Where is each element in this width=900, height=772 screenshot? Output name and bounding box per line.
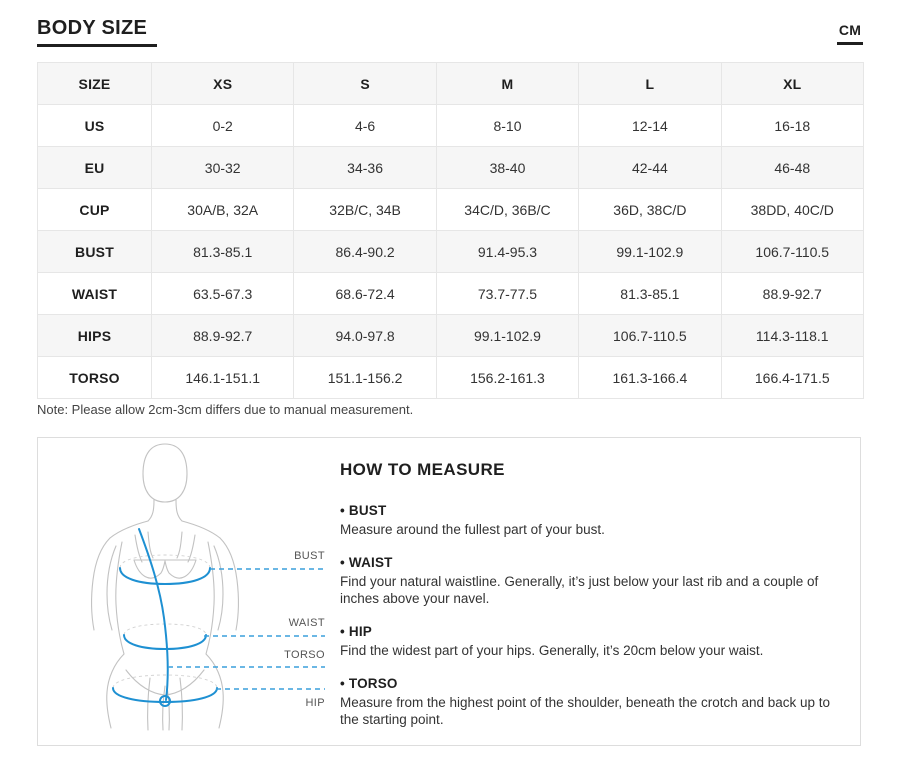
page-header (37, 16, 863, 50)
cell-us-xl: 16-18 (721, 105, 863, 147)
table-row (38, 147, 864, 189)
diagram-label-hip: HIP (305, 697, 325, 709)
measure-desc-waist: Find your natural waistline. Generally, it’s just below your last rib and a couple of inches above your navel. (340, 574, 819, 606)
measure-term-waist: • WAIST (340, 555, 393, 570)
waist-measure-line (124, 635, 206, 649)
measure-item-torso (340, 675, 848, 728)
cell-waist-s: 68.6-72.4 (294, 273, 436, 315)
body-outline-group (92, 444, 239, 730)
cell-torso-s: 151.1-156.2 (294, 357, 436, 399)
cell-cup-l: 36D, 38C/D (579, 189, 721, 231)
row-label-eu: EU (38, 147, 152, 189)
cell-waist-xl: 88.9-92.7 (721, 273, 863, 315)
table-body (38, 105, 864, 399)
table-header-row (38, 63, 864, 105)
measure-term-bust: • BUST (340, 503, 387, 518)
cell-us-m: 8-10 (436, 105, 578, 147)
arm-left-inner (107, 546, 116, 630)
cell-bust-s: 86.4-90.2 (294, 231, 436, 273)
page-title: BODY SIZE (37, 17, 148, 39)
cell-torso-m: 156.2-161.3 (436, 357, 578, 399)
cell-torso-l: 161.3-166.4 (579, 357, 721, 399)
neck-right (176, 500, 182, 521)
row-label-bust: BUST (38, 231, 152, 273)
measure-desc-torso: Measure from the highest point of the shoulder, beneath the crotch and back up to the starting point. (340, 695, 831, 727)
diagram-label-torso: TORSO (284, 649, 325, 661)
measure-item-waist (340, 554, 848, 607)
cell-hips-l: 106.7-110.5 (579, 315, 721, 357)
cell-eu-xs: 30-32 (152, 147, 294, 189)
cell-bust-m: 91.4-95.3 (436, 231, 578, 273)
cell-waist-m: 73.7-77.5 (436, 273, 578, 315)
cell-eu-s: 34-36 (294, 147, 436, 189)
row-label-hips: HIPS (38, 315, 152, 357)
table-row (38, 231, 864, 273)
diagram-label-waist: WAIST (288, 617, 325, 629)
body-diagram (38, 438, 338, 745)
brief-outline (126, 670, 204, 695)
how-to-measure-panel (37, 437, 861, 746)
column-header-m: M (436, 63, 578, 105)
measure-lines-group (113, 529, 217, 706)
leg-right-inner (180, 678, 182, 730)
measure-term-torso: • TORSO (340, 676, 398, 691)
measurement-note: Note: Please allow 2cm-3cm differs due to manual measurement. (37, 402, 414, 417)
table-head (38, 63, 864, 105)
measure-term-hip: • HIP (340, 624, 372, 639)
measure-desc-hip: Find the widest part of your hips. Generally, it’s 20cm below your waist. (340, 643, 764, 658)
arm-right-inner (214, 546, 223, 630)
crotch-line-left (163, 686, 165, 730)
shoulder-right (182, 521, 220, 538)
cell-hips-s: 94.0-97.8 (294, 315, 436, 357)
column-header-l: L (579, 63, 721, 105)
how-to-measure-title: HOW TO MEASURE (340, 460, 505, 479)
hip-right (206, 654, 223, 728)
measure-desc-bust: Measure around the fullest part of your bust. (340, 522, 605, 537)
neck-left (148, 500, 154, 521)
cell-cup-m: 34C/D, 36B/C (436, 189, 578, 231)
cell-us-xs: 0-2 (152, 105, 294, 147)
torso-left (116, 542, 124, 654)
row-label-cup: CUP (38, 189, 152, 231)
body-diagram-svg (38, 438, 338, 745)
cell-bust-xl: 106.7-110.5 (721, 231, 863, 273)
table-row (38, 105, 864, 147)
cell-waist-l: 81.3-85.1 (579, 273, 721, 315)
cell-hips-xl: 114.3-118.1 (721, 315, 863, 357)
torso-measure-line (139, 529, 168, 700)
hip-left (107, 654, 124, 728)
column-header-xs: XS (152, 63, 294, 105)
cell-us-l: 12-14 (579, 105, 721, 147)
cell-us-s: 4-6 (294, 105, 436, 147)
unit-toggle[interactable] (837, 22, 863, 45)
cell-bust-l: 99.1-102.9 (579, 231, 721, 273)
head-outline (143, 444, 187, 502)
cell-bust-xs: 81.3-85.1 (152, 231, 294, 273)
table-row (38, 357, 864, 399)
cell-hips-m: 99.1-102.9 (436, 315, 578, 357)
cell-eu-m: 38-40 (436, 147, 578, 189)
measure-item-hip (340, 623, 848, 659)
bust-measure-line (120, 568, 210, 584)
cell-cup-xs: 30A/B, 32A (152, 189, 294, 231)
cell-cup-xl: 38DD, 40C/D (721, 189, 863, 231)
cell-hips-xs: 88.9-92.7 (152, 315, 294, 357)
strap-right-inner (177, 532, 182, 558)
torso-right (206, 542, 214, 654)
body-size-table (37, 62, 864, 399)
cell-torso-xl: 166.4-171.5 (721, 357, 863, 399)
measure-item-bust (340, 502, 848, 538)
title-underline (37, 44, 157, 47)
cell-torso-xs: 146.1-151.1 (152, 357, 294, 399)
leader-lines-group (168, 569, 325, 689)
cell-eu-l: 42-44 (579, 147, 721, 189)
how-to-measure-content (340, 460, 848, 728)
cell-eu-xl: 46-48 (721, 147, 863, 189)
row-label-torso: TORSO (38, 357, 152, 399)
bust-cup-right (165, 560, 196, 578)
diagram-label-bust: BUST (294, 550, 325, 562)
column-header-size: SIZE (38, 63, 152, 105)
leg-left-inner (148, 678, 150, 730)
table-row (38, 189, 864, 231)
bust-cup-left (134, 560, 165, 578)
column-header-s: S (294, 63, 436, 105)
table-row (38, 315, 864, 357)
column-header-xl: XL (721, 63, 863, 105)
cell-waist-xs: 63.5-67.3 (152, 273, 294, 315)
unit-label: CM (838, 22, 862, 38)
row-label-us: US (38, 105, 152, 147)
table-row (38, 273, 864, 315)
unit-underline (837, 42, 863, 45)
row-label-waist: WAIST (38, 273, 152, 315)
cell-cup-s: 32B/C, 34B (294, 189, 436, 231)
